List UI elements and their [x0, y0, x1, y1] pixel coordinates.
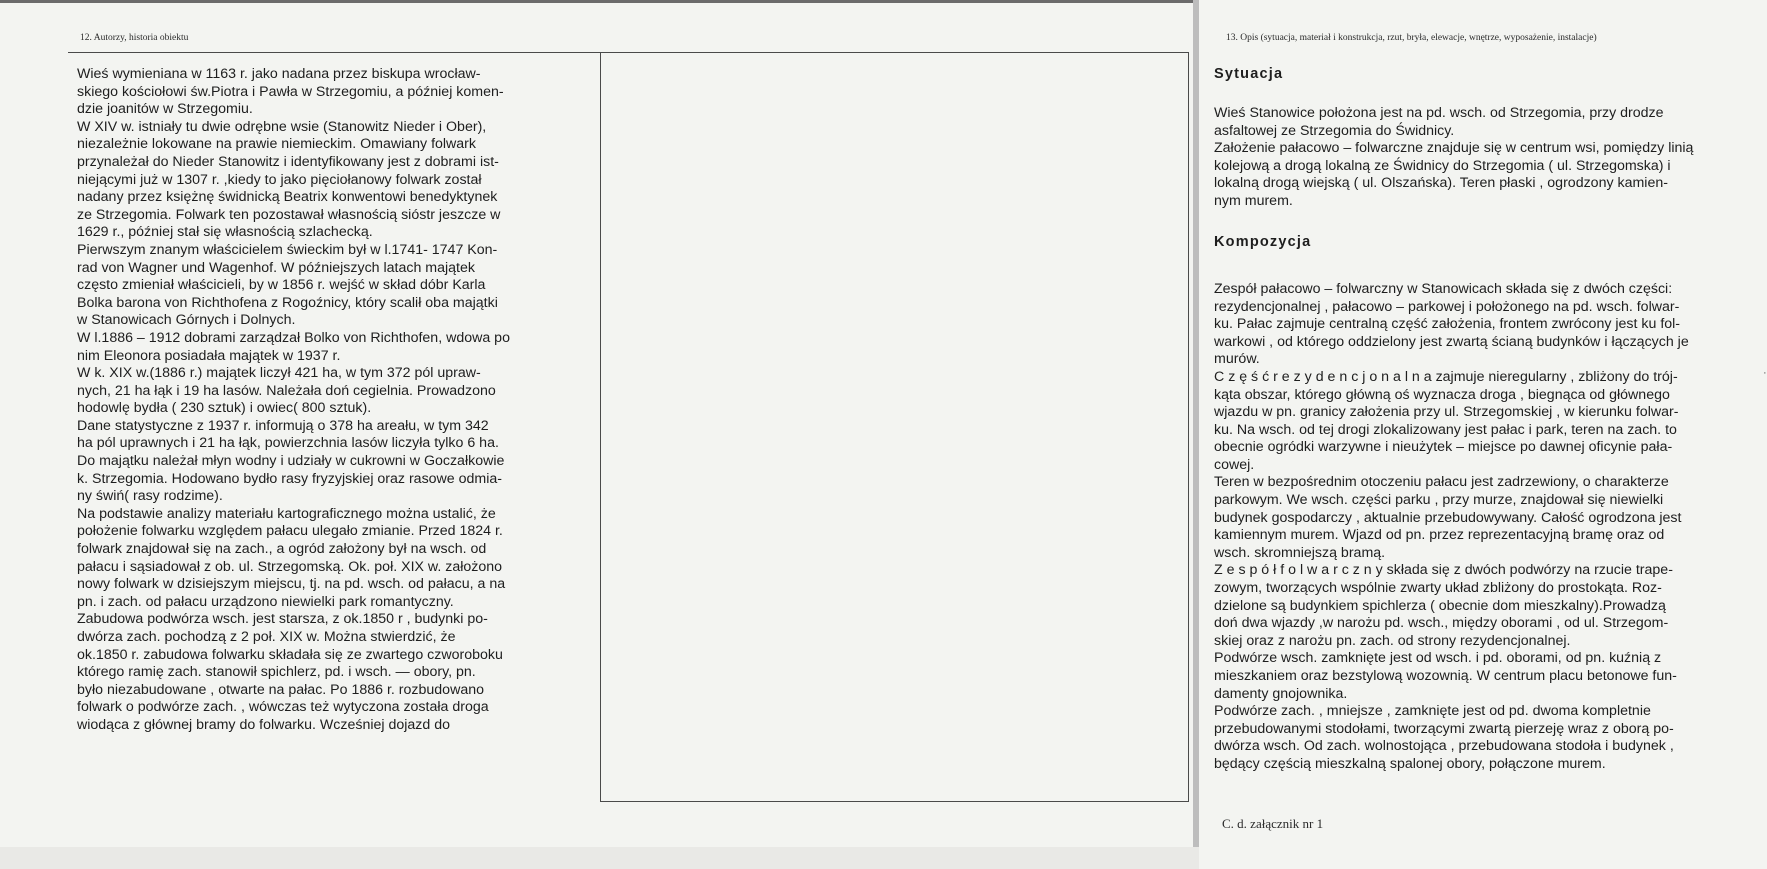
- description-text-line: [1214, 263, 1693, 281]
- history-text-line: Bolka barona von Richthofena z Rogoźnicy, który scalił oba majątki: [77, 294, 498, 311]
- history-text-line: folwark o podwórze zach. , wówczas też wytyczona została droga: [77, 699, 489, 716]
- description-text-line: będący częścią mieszkalną spalonej obory, połączone murem.: [1214, 755, 1606, 772]
- history-text-line: nim Eleonora posiadała majątek w 1937 r.: [77, 347, 341, 364]
- history-text-line: nowy folwark w dzisiejszym miejscu, tj. na pd. wsch. od pałacu, a na: [77, 576, 506, 593]
- description-text-line: Z e s p ó ł f o l w a r c z n y składa się z dwóch podwórzy na rzucie trape-: [1214, 562, 1673, 579]
- description-text-line: nym murem.: [1214, 192, 1293, 209]
- description-text-line: Zespół pałacowo – folwarczny w Stanowicach składa się z dwóch części:: [1214, 280, 1673, 297]
- history-text-line: hodowlę bydła ( 230 sztuk) i owiec( 800 sztuk).: [77, 400, 372, 417]
- description-text-line: przebudowanymi stodołami, tworzącymi zwartą pierzeję wraz z oborą po-: [1214, 720, 1674, 737]
- history-text-line: pałacu i sąsiadował z ob. ul. Strzegomską. Ok. poł. XIX w. założono: [77, 558, 503, 575]
- continuation-note: C. d. załącznik nr 1: [1222, 816, 1324, 831]
- history-text-line: k. Strzegomia. Hodowano bydło rasy fryzyjskiej oraz rasowe odmia-: [77, 470, 503, 487]
- description-text-line: doń dwa wjazdy ,w narożu pd. wsch., między oborami , od ul. Strzegom-: [1214, 615, 1669, 632]
- description-text-line: mieszkaniem oraz bezstylową wozownią. W centrum placu betonowe fun-: [1214, 668, 1677, 684]
- history-text-line: Wieś wymieniana w 1163 r. jako nadana przez biskupa wrocław-: [77, 66, 481, 82]
- description-text-line: ku. Pałac zajmuje centralną część założenia, frontem zwrócony jest ku fol-: [1214, 316, 1681, 333]
- description-text-line: Teren w bezpośrednim otoczeniu pałacu jest zadrzewiony, o charakterze: [1214, 474, 1669, 491]
- description-text-line: Podwórze zach. , mniejsze , zamknięte jest od pd. dwoma kompletnie: [1214, 703, 1651, 720]
- description-text-line: [1214, 211, 1693, 229]
- history-text-line: 1629 r., później stał się własnością szlachecką.: [77, 224, 373, 241]
- section-header-description: 13. Opis (sytuacja, materiał i konstrukcja, rzut, bryła, elewacje, wnętrze, wyposażenie, instalacje): [1226, 33, 1597, 43]
- history-text-line: ha pól uprawnych i 21 ha łąk, powierzchnia lasów liczyła tylko 6 ha.: [77, 435, 499, 452]
- description-text-line: C z ę ś ć r e z y d e n c j o n a l n a zajmuje nieregularny , zbliżony do trój-: [1214, 368, 1678, 385]
- history-text-line: nadany przez księżnę świdnicką Beatrix konwentowi benedyktynek: [77, 189, 498, 206]
- history-text-line: było niezabudowane , otwarte na pałac. Po 1886 r. rozbudowano: [77, 681, 484, 698]
- left-page: [0, 0, 600, 869]
- history-text-line: rad von Wagner und Wagenhof. W późniejszych latach majątek: [77, 259, 475, 276]
- history-text-line: wiodąca z głównej bramy do folwarku. Wcześniej dojazd do: [77, 716, 450, 733]
- description-text-line: rezydencjonalnej , pałacowo – parkowej i położonego na pd. wsch. folwar-: [1214, 298, 1680, 315]
- description-text-line: kolejową a drogą lokalną ze Świdnicy do Strzegomia ( ul. Strzegomska) i: [1214, 157, 1671, 174]
- description-text-line: lokalną drogą wiejską ( ul. Olszańska). Teren płaski , ogrodzony kamien-: [1214, 175, 1668, 192]
- history-text-line: przynależał do Nieder Stanowitz i identyfikowany jest z dobrami ist-: [77, 153, 499, 170]
- history-text-line: ze Strzegomia. Folwark ten pozostawał własnością sióstr jeszcze w: [77, 206, 501, 223]
- history-text-line: folwark znajdował się na zach., a ogród założony był na wsch. od: [77, 541, 487, 558]
- description-text-line: zowym, tworzących wspólnie zwarty układ zbliżony do prostokąta. Roz-: [1214, 580, 1662, 597]
- description-text-line: warkowi , od którego oddzielony jest zwartą ścianą budynków i łączących je: [1214, 333, 1689, 350]
- description-text-line: [1214, 246, 1693, 264]
- history-text-line: ok.1850 r. zabudowa folwarku składała się ze zwartego czworoboku: [77, 646, 503, 663]
- history-text-line: nych, 21 ha łąk i 19 ha lasów. Należała doń cegielnia. Prowadzono: [77, 382, 496, 399]
- history-text-line: w Stanowicach Górnych i Dolnych.: [77, 312, 296, 329]
- history-text-line: Pierwszym znanym właścicielem świeckim był w l.1741- 1747 Kon-: [77, 241, 498, 258]
- history-text-line: skiego kościołowi św.Piotra i Pawła w Strzegomiu, a później komen-: [77, 83, 504, 100]
- description-text-line: ku. Na wsch. od tej drogi zlokalizowany jest pałac i park, teren na zach. to: [1214, 421, 1677, 438]
- history-text-line: Dane statystyczne z 1937 r. informują o 378 ha areału, w tym 342: [77, 417, 489, 434]
- history-text-line: W l.1886 – 1912 dobrami zarządzał Bolko von Richthofen, wdowa po: [77, 329, 510, 346]
- history-text-line: Zabudowa podwórza wsch. jest starsza, z ok.1850 r , budynki po-: [77, 611, 488, 628]
- history-text-line: ny świń( rasy rodzime).: [77, 488, 223, 505]
- description-text-line: Podwórze wsch. zamknięte jest od wsch. i pd. oborami, od pn. kuźnią z: [1214, 650, 1662, 667]
- history-text-line: Do majątku należał młyn wodny i udziały w cukrowni w Goczałkowie: [77, 453, 505, 470]
- history-text-line: często zmieniał właścicieli, by w 1856 r. wejść w skład dóbr Karla: [77, 277, 486, 294]
- description-text-line: [1214, 228, 1693, 246]
- right-page: [600, 0, 1767, 869]
- history-text-line: niezależnie lokowane na prawie niemieckim. Omawiany folwark: [77, 136, 477, 153]
- description-text-line: wsch. skromniejszą bramą.: [1214, 544, 1386, 561]
- description-text-line: kąta obszar, którego główną oś wyznacza droga , biegnąca od głównego: [1214, 386, 1670, 403]
- description-text-line: asfaltowej ze Strzegomia do Świdnicy.: [1214, 122, 1455, 139]
- history-text: [77, 66, 510, 735]
- description-text-line: obecnie ogródki warzywne i nieużytek – miejsce po dawnej oficynie pała-: [1214, 439, 1673, 456]
- history-text-line: którego ramię zach. stanowił spichlerz, pd. i wsch. — obory, pn.: [77, 664, 476, 681]
- history-text-line: położenie folwarku względem pałacu ulegało zmianie. Przed 1824 r.: [77, 523, 503, 540]
- description-text-line: dwórza wsch. Od zach. wolnostojąca , przebudowana stodoła i budynek ,: [1214, 738, 1674, 755]
- description-text-line: dzielone są budynkiem spichlerza ( obecnie dom mieszkalny).Prowadzą: [1214, 597, 1666, 614]
- description-text-line: murów.: [1214, 351, 1260, 368]
- history-text-line: dwórza zach. pochodzą z 2 poł. XIX w. Można stwierdzić, że: [77, 629, 456, 645]
- description-text-line: parkowym. We wsch. części parku , przy murze, znajdował się niewielki: [1214, 492, 1664, 509]
- section-header-authors-history: 12. Autorzy, historia obiektu: [80, 33, 189, 43]
- description-text-line: kamiennym murem. Wjazd od pn. przez reprezentacyjną bramę oraz od: [1214, 527, 1665, 544]
- history-text-line: Na podstawie analizy materiału kartograficznego można ustalić, że: [77, 505, 496, 522]
- description-text: [1214, 105, 1693, 774]
- history-text-line: W k. XIX w.(1886 r.) majątek liczył 421 ha, w tym 372 pól upraw-: [77, 365, 481, 382]
- description-text-line: Wieś Stanowice położona jest na pd. wsch. od Strzegomia, przy drodze: [1214, 105, 1664, 121]
- margin-mark: ·: [1763, 367, 1767, 379]
- description-text-line: damenty gnojownika.: [1214, 685, 1348, 702]
- history-text-line: pn. i zach. od pałacu urządzono niewielki park romantyczny.: [77, 593, 454, 610]
- description-text-line: cowej.: [1214, 456, 1255, 473]
- description-text-line: Założenie pałacowo – folwarczne znajduje się w centrum wsi, pomiędzy linią: [1214, 140, 1694, 157]
- description-text-line: wjazdu w pn. granicy założenia przy ul. Strzegomskiej , w kierunku folwar-: [1214, 404, 1679, 421]
- history-text-line: niejącymi już w 1307 r. ,kiedy to jako pięciołanowy folwark został: [77, 171, 482, 188]
- description-text-line: skiej oraz z narożu pn. zach. od strony rezydencjonalnej.: [1214, 632, 1571, 649]
- heading-sytuacja: Sytuacja: [1214, 66, 1284, 82]
- history-text-line: W XIV w. istniały tu dwie odrębne wsie (Stanowitz Nieder i Ober),: [77, 118, 487, 135]
- description-text-line: budynek gospodarczy , aktualnie przebudowywany. Całość ogrodzona jest: [1214, 509, 1682, 526]
- heading-kompozycja: Kompozycja: [1214, 234, 1312, 250]
- history-text-line: dzie joanitów w Strzegomiu.: [77, 101, 253, 118]
